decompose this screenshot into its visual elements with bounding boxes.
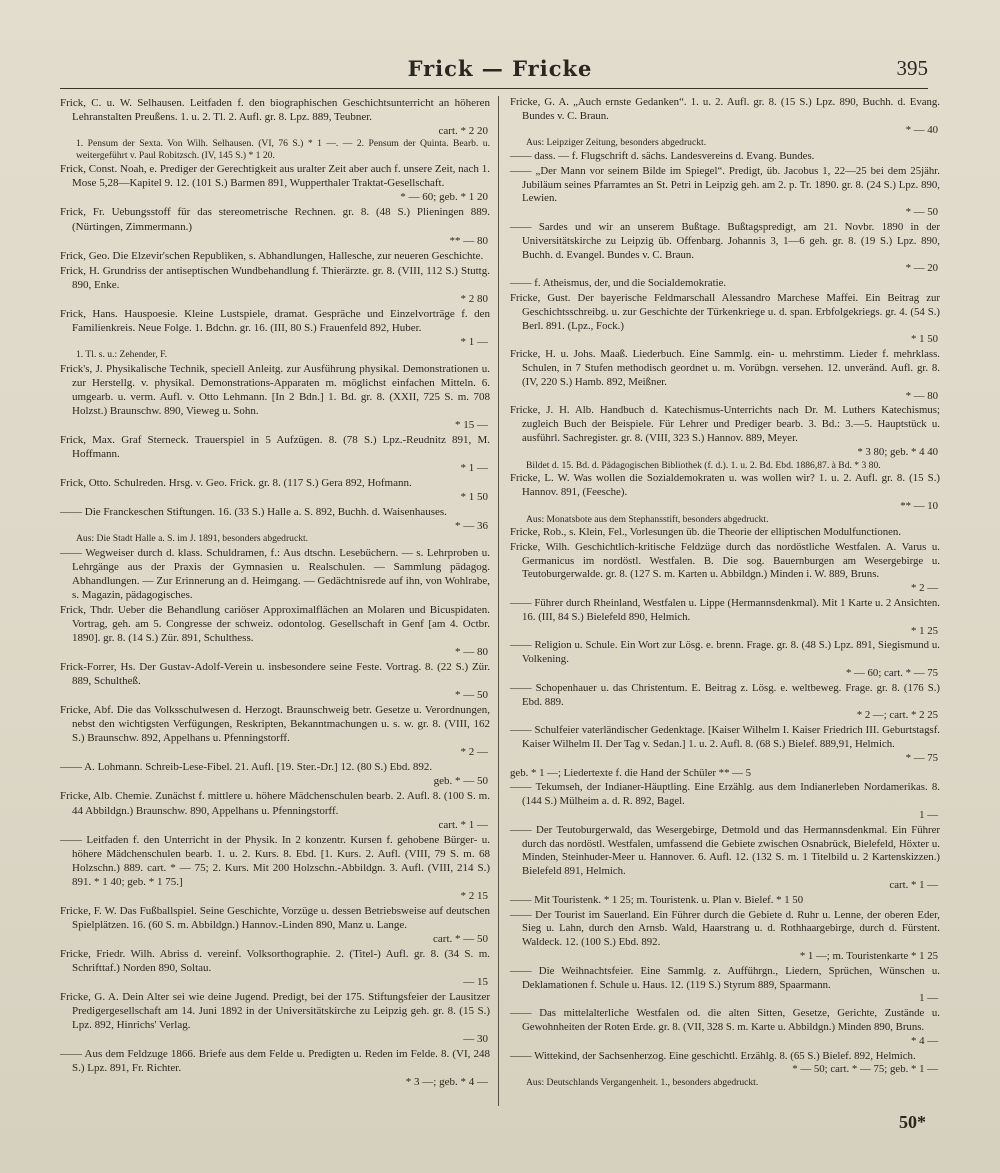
bibliography-entry <box>510 526 940 540</box>
bibliography-entry <box>60 433 490 475</box>
bibliography-entry <box>510 96 940 149</box>
bibliography-entry <box>510 894 940 908</box>
entry-price: * — 60; geb. * 1 20 <box>400 191 488 204</box>
entry-price: * 1 50 <box>911 333 938 346</box>
entry-text: Frick, Const. Noah, e. Prediger der Gerechtigkeit aus uralter Zeit aber auch f. unsere Zeit, nach 1. Mose 5,28—Kapitel 9. 12. (101 S.) Barmen 891, Wupperthaler Traktat-Gesellschaft. <box>60 163 490 190</box>
entry-price: — 30 <box>463 1033 488 1046</box>
entry-text: —— dass. — f. Flugschrift d. sächs. Landesvereins d. Evang. Bundes. <box>510 149 815 162</box>
bibliography-entry <box>60 264 490 306</box>
bibliography-entry <box>60 760 490 788</box>
bibliography-entry <box>60 1047 490 1089</box>
bibliography-entry <box>60 789 490 831</box>
bibliography-entry <box>510 348 940 403</box>
entry-text: Frick, Fr. Uebungsstoff für das stereometrische Rechnen. gr. 8. (48 S.) Plieningen 889. (Nürtingen, Zimmermann.) <box>60 206 490 233</box>
entry-text: —— Der Teutoburgerwald, das Wesergebirge, Detmold und das Hermannsdenkmal. Ein Führer durch das nordöstl. Westfalen, umfassend die Gebiete zwischen Osnabrück, Bielefeld, Höxter u. Minden, Steinhuder-Meer u. Hannover. 6. Aufl. 12. (132 S. m. 1 Titelbild u. 2 Kartenskizzen.) Bielefeld 891, Helmich. <box>510 823 940 878</box>
entry-price: cart. * 2 20 <box>438 125 488 138</box>
left-column <box>60 96 490 1090</box>
entry-price: * 1 — <box>460 335 488 348</box>
entry-price: cart. * 1 — <box>889 879 938 892</box>
entry-note: 1. Tl. s. u.: Zehender, F. <box>76 348 168 360</box>
entry-text: Frick, Thdr. Ueber die Behandlung cariöser Approximalflächen an Molaren und Bicuspidaten. Vortrag, geh. am 5. Congresse der schweiz. odontolog. Gesellschaft in Genf [am 4. Octbr. 1890]. gr. 8. (14 S.) Zür. 891, Schulthess. <box>60 603 490 644</box>
bibliography-entry <box>60 546 490 602</box>
bibliography-entry <box>60 947 490 989</box>
entry-text: Fricke, G. A. Dein Alter sei wie deine Jugend. Predigt, bei der 175. Stiftungsfeier der Lausitzer Predigergesellschaft am 14. Juni 1892 in der Universitätskirche zu Leipzig geh. gr. 8. (15 S.) Lpz. 892, Hinrichs' Verlag. <box>60 991 490 1032</box>
entry-text: Frick-Forrer, Hs. Der Gustav-Adolf-Verein u. insbesondere seine Feste. Vortrag. 8. (22 S.) Zür. 889, Schultheß. <box>60 661 490 688</box>
entry-text: —— Tekumseh, der Indianer-Häuptling. Eine Erzählg. aus dem Indianerleben Nordamerikas. 8. (144 S.) Mülheim a. d. R. 892, Bagel. <box>510 781 940 808</box>
bibliography-entry <box>60 96 490 161</box>
bibliography-entry <box>510 150 940 164</box>
entry-text: —— Die Franckeschen Stiftungen. 16. (33 S.) Halle a. S. 892, Buchh. d. Waisenhauses. <box>60 506 447 518</box>
entry-price: — 15 <box>463 976 488 989</box>
bibliography-entry <box>510 541 940 596</box>
entry-text: Fricke, J. H. Alb. Handbuch d. Katechismus-Unterrichts nach Dr. M. Luthers Katechismus; zugleich Buch der Beispiele. Für Lehrer und Prediger bearb. 3. Bd.: 3.—5. Hauptstück u. ausführl. Sachregister. gr. 8. (VIII, 323 S.) Hannov. 889, Meyer. <box>510 404 940 444</box>
bibliography-entry <box>510 724 940 765</box>
column-divider <box>498 96 499 1106</box>
entry-price: * 2 — <box>911 582 938 595</box>
bibliography-entry <box>510 1007 940 1048</box>
entry-text: —— Wegweiser durch d. klass. Schuldramen, f.: Aus dtschn. Lesebüchern. — s. Lehrproben u. Lehrgänge aus der Praxis der Gymnasien u. Realschulen. — Sammlung pädagog. Abhandlungen. — Zur Erinnerung an d. Heimgang. — Gedächtnisrede auf ihn, von Wohlrabe, s. Magazin, pädagogisches. <box>60 546 490 601</box>
entry-text: —— Leitfaden f. den Unterricht in der Physik. In 2 konzentr. Kursen f. gehobene Bürger- u. höhere Mädchenschulen bearb. 1. u. 2. Kurs. 8. Ebd. [1. Kurs. 2. Aufl. (VIII, 79 S. m. 68 Holzschn.) 889. cart. * — 75; 2. Kurs. Mit 200 Holzschn.-Abbildgn. 3. Aufl. (VIII, 214 S.) 891. * 1 40; geb. * 1 75.] <box>60 833 490 888</box>
entry-note: Bildet d. 15. Bd. d. Pädagogischen Bibliothek (f. d.). 1. u. 2. Bd. Ebd. 1886,87. à Bd. * 3 80. <box>526 459 881 471</box>
entry-price: * 4 — <box>911 1034 938 1047</box>
right-column <box>510 96 940 1090</box>
entry-text: —— Führer durch Rheinland, Westfalen u. Lippe (Hermannsdenkmal). Mit 1 Karte u. 2 Ansichten. 16. (III, 84 S.) Bielefeld 890, Helmich. <box>510 597 940 623</box>
entry-text: Fricke, Abf. Die das Volksschulwesen d. Herzogt. Braunschweig betr. Gesetze u. Verordnungen, nebst den wichtigsten Verfügungen, Reskripten, Bekanntmachungen u. s. w. gr. 8. (VIII, 162 S.) Braunschw. 892, Appelhans u. Pfenningstorff. <box>60 704 490 745</box>
entry-text: Fricke, L. W. Was wollen die Sozialdemokraten u. was wollen wir? 1. u. 2. Aufl. gr. 8. (15 S.) Hannov. 891, (Feesche). <box>510 472 940 498</box>
entry-price: * 2 80 <box>460 292 488 305</box>
entry-price: * 2 —; cart. * 2 25 <box>856 709 938 722</box>
page-number: 395 <box>896 56 928 80</box>
entry-text: —— Schulfeier vaterländischer Gedenktage. [Kaiser Wilhelm I. Kaiser Friedrich III. Geburtstagsf. Kaiser Wilhelm II. Der Tag v. Sedan.] 1. u. 2. Aufl. 8. (68 S.) Bielef. 889,91, Helmich. <box>510 724 940 751</box>
header-rule <box>60 88 928 89</box>
entry-price: * — 40 <box>905 123 938 136</box>
entry-price: * — 75 <box>905 751 938 764</box>
entry-price: * — 50 <box>455 689 488 702</box>
entry-price: * — 80 <box>905 389 938 402</box>
entry-price: * — 80 <box>455 646 488 659</box>
bibliography-entry <box>60 162 490 204</box>
entry-text: —— Religion u. Schule. Ein Wort zur Lösg. e. brenn. Frage. gr. 8. (48 S.) Lpz. 891, Siegismund u. Volkening. <box>510 639 940 666</box>
bibliography-entry <box>510 909 940 964</box>
entry-note: Aus: Die Stadt Halle a. S. im J. 1891, besonders abgedruckt. <box>76 533 309 545</box>
bibliography-entry <box>60 660 490 702</box>
entry-text: Fricke, Gust. Der bayerische Feldmarschall Alessandro Marchese Maffei. Ein Beitrag zur Geschichtsschreibg. u. zur Geschichte der Türkenkriege u. d. span. Erbfolgekriegs. gr. 4. (54 S.) Berl. 891. (Lpz., Fock.) <box>510 291 940 332</box>
entry-price: * 1 —; m. Touristenkarte * 1 25 <box>799 950 938 962</box>
entry-price: * — 36 <box>455 520 488 533</box>
bibliography-entry <box>60 904 490 946</box>
bibliography-entry <box>510 597 940 638</box>
entry-text: Fricke, Friedr. Wilh. Abriss d. vereinf. Volksorthographie. 2. (Titel-) Aufl. gr. 8. (34 S. m. Schrifttaf.) Norden 890, Soltau. <box>60 948 490 975</box>
entry-text: Fricke, Alb. Chemie. Zunächst f. mittlere u. höhere Mädchenschulen bearb. 2. Aufl. 8. (100 S. m. 44 Abbildgn.) Braunschw. 890, Appelhans u. Pfenningstorff. <box>60 790 490 817</box>
entry-text: Frick, Geo. Die Elzevir'schen Republiken, s. Abhandlungen, Hallesche, zur neueren Geschichte. <box>60 249 484 262</box>
entry-text: —— A. Lohmann. Schreib-Lese-Fibel. 21. Aufl. [19. Ster.-Dr.] 12. (80 S.) Ebd. 892. <box>60 761 433 774</box>
bibliography-entry <box>510 221 940 276</box>
bibliography-entry <box>60 362 490 432</box>
entry-text: —— f. Atheismus, der, und die Socialdemokratie. <box>510 277 727 290</box>
bibliography-entry <box>60 505 490 545</box>
entry-price: ** — 80 <box>449 234 488 247</box>
bibliography-entry <box>510 781 940 822</box>
entry-price: * 3 80; geb. * 4 40 <box>857 445 938 458</box>
bibliography-entry <box>60 205 490 247</box>
bibliography-entry <box>60 249 490 263</box>
entry-text: Frick, H. Grundriss der antiseptischen Wundbehandlung f. Thierärzte. gr. 8. (VIII, 112 S.) Stuttg. 890, Enke. <box>60 264 490 291</box>
bibliography-entry <box>510 1050 940 1089</box>
bibliography-entry <box>510 292 940 347</box>
entry-price: * 2 15 <box>460 889 488 902</box>
entry-text: Frick's, J. Physikalische Technik, speciell Anleitg. zur Ausführung physikal. Demonstrationen u. zur Herstellg. v. physikal. Demonstrations-Apparaten m. möglichst einfachen Mitteln. 6. umgearb. u. verm. Aufl. v. Otto Lehmann. [In 2 Bdn.] 1. Bd. gr. 8. (XXII, 725 S. m. 708 Holzst.) Braunschw. 890, Vieweg u. Sohn. <box>60 362 490 417</box>
entry-text: —— Mit Touristenk. * 1 25; m. Touristenk. u. Plan v. Bielef. * 1 50 <box>510 893 804 906</box>
entry-price: * 15 — <box>455 418 488 431</box>
entry-price: cart. * — 50 <box>433 932 488 945</box>
bibliography-entry <box>510 767 940 781</box>
entry-text: Fricke, F. W. Das Fußballspiel. Seine Geschichte, Vorzüge u. dessen Betriebsweise auf deutschen Spielplätzen. 16. (60 S. m. Abbildgn.) Hannov.-Linden 890, Manz u. Lange. <box>60 904 490 931</box>
entry-note: 1. Pensum der Sexta. Von Wilh. Selhausen. (VI, 76 S.) * 1 —. — 2. Pensum der Quinta. Bearb. u. weitergeführt v. Paul Robitzsch. (IV, 145 S.) * 1 20. <box>76 138 490 161</box>
entry-text: Frick, C. u. W. Selhausen. Leitfaden f. den biographischen Geschichtsunterricht an höheren Lehranstalten Preußens. 1. u. 2. Tl. 2. Aufl. gr. 8. Lpz. 889, Teubner. <box>60 97 490 124</box>
page-title: Frick — Fricke <box>407 56 593 81</box>
entry-price: * — 50 <box>905 206 938 219</box>
bibliography-entry <box>510 682 940 723</box>
entry-text: Fricke, G. A. „Auch ernste Gedanken“. 1. u. 2. Aufl. gr. 8. (15 S.) Lpz. 890, Buchh. d. Evang. Bundes v. C. Braun. <box>510 96 940 122</box>
entry-text: —— „Der Mann vor seinem Bilde im Spiegel“. Predigt, üb. Jacobus 1, 22—25 bei dem 25jähr. Jubiläum seines Pfarramtes an St. Petri in Leipzig geh. am 2. p. Tr. 1890. gr. 8. (24 S.) Lpz. 890, Lewien. <box>510 164 940 205</box>
entry-price: 1 — <box>919 992 938 1005</box>
entry-price: * — 20 <box>905 262 938 275</box>
entry-text: —— Das mittelalterliche Westfalen od. die alten Sitten, Gesetze, Gerichte, Zustände u. Gewohnheiten der Roten Erde. gr. 8. (VII, 328 S. m. Karte u. Abbildgn.) Minden 890, Bruns. <box>510 1007 940 1033</box>
entry-price: * 2 — <box>460 746 488 759</box>
printer-signature: 50* <box>899 1112 926 1132</box>
entry-text: —— Aus dem Feldzuge 1866. Briefe aus dem Felde u. Predigten u. Reden im Felde. 8. (VI, 248 S.) Lpz. 891, Fr. Richter. <box>60 1048 490 1075</box>
entry-price: * 1 25 <box>911 624 938 637</box>
entry-note: Aus: Deutschlands Vergangenheit. 1., besonders abgedruckt. <box>526 1077 759 1089</box>
bibliography-entry <box>60 603 490 659</box>
bibliography-entry <box>60 833 490 903</box>
bibliography-entry <box>510 824 940 893</box>
entry-text: —— Sardes und wir an unserem Bußtage. Bußtagspredigt, am 21. Novbr. 1890 in der Universitätskirche zu Leipzig üb. Offenbarg. Johannis 3, 1—6 geh. gr. 8. (19 S.) Lpz. 890, Buchh. d. Evangel. Bundes v. C. Braun. <box>510 220 940 261</box>
entry-text: —— Der Tourist im Sauerland. Ein Führer durch die Gebiete d. Ruhr u. Lenne, der oberen Eder, Sieg u. Lahn, durch den Arnsb. Wald, Haarstrang u. d. Rothhaargebirge, durch d. Fürstent. Waldeck. 12. (100 S.) Ebd. 892. <box>510 908 940 949</box>
entry-text: —— Schopenhauer u. das Christentum. E. Beitrag z. Lösg. e. weltbeweg. Frage. gr. 8. (176 S.) Ebd. 889. <box>510 681 940 708</box>
bibliography-entry <box>510 404 940 471</box>
entry-price: 1 — <box>919 809 938 822</box>
entry-price: * 1 — <box>460 461 488 474</box>
entry-text: Fricke, Rob., s. Klein, Fel., Vorlesungen üb. die Theorie der elliptischen Modulfunctionen. <box>510 526 902 539</box>
entry-price: * — 50; cart. * — 75; geb. * 1 — <box>792 1063 938 1076</box>
bibliography-entry <box>60 703 490 759</box>
bibliography-entry <box>60 307 490 361</box>
entry-text: Fricke, Wilh. Geschichtlich-kritische Feldzüge durch das nordöstliche Westfalen. A. Varus u. Germanicus im nordöstl. Westfalen. B. Die sog. Bauernburgen am Wesergebirge u. Teutoburgerwalde. gr. 8. (127 S. m. Karten u. Abbildgn.) Minden i. W. 889, Bruns. <box>510 540 940 581</box>
bibliography-entry <box>510 965 940 1006</box>
running-head <box>0 54 1000 86</box>
entry-price: ** — 10 <box>900 499 938 512</box>
entry-note: Aus: Leipziger Zeitung, besonders abgedruckt. <box>526 137 707 149</box>
entry-text: Fricke, H. u. Johs. Maaß. Liederbuch. Eine Sammlg. ein- u. mehrstimm. Lieder f. mehrklass. Schulen, in 7 Stufen methodisch geordnet u. m. Vorübgn. versehen. 12. unveränd. Aufl. gr. 8. (IV, 220 S.) Hamb. 892, Meißner. <box>510 348 940 388</box>
bibliography-entry <box>60 990 490 1046</box>
entry-text: —— Wittekind, der Sachsenherzog. Eine geschichtl. Erzählg. 8. (65 S.) Bielef. 892, Helmich. <box>510 1049 916 1062</box>
entry-text: Frick, Otto. Schulreden. Hrsg. v. Geo. Frick. gr. 8. (117 S.) Gera 892, Hofmann. <box>60 476 412 489</box>
entry-text: geb. * 1 —; Liedertexte f. die Hand der Schüler ** — 5 <box>510 766 752 779</box>
entry-text: Frick, Hans. Hauspoesie. Kleine Lustspiele, dramat. Gespräche und Einzelvorträge f. den Familienkreis. Neue Folge. 1. Bdchn. gr. 16. (III, 80 S.) Frauenfeld 892, Huber. <box>60 307 490 334</box>
entry-text: —— Die Weihnachtsfeier. Eine Sammlg. z. Aufführgn., Liedern, Sprüchen, Wünschen u. Deklamationen f. Schule u. Haus. 12. (119 S.) Styrum 889, Spaarmann. <box>510 964 940 991</box>
entry-price: cart. * 1 — <box>438 818 488 831</box>
bibliography-entry <box>510 639 940 680</box>
entry-note: Aus: Monatsbote aus dem Stephansstift, besonders abgedruckt. <box>526 513 769 525</box>
entry-price: * 3 —; geb. * 4 — <box>405 1076 488 1089</box>
entry-text: Frick, Max. Graf Sterneck. Trauerspiel in 5 Aufzügen. 8. (78 S.) Lpz.-Reudnitz 891, M. Hoffmann. <box>60 433 490 460</box>
bibliography-entry <box>60 476 490 504</box>
entry-price: * 1 50 <box>460 490 488 503</box>
entry-price: * — 60; cart. * — 75 <box>845 667 938 680</box>
bibliography-entry <box>510 165 940 220</box>
bibliography-entry <box>510 277 940 291</box>
entry-price: geb. * — 50 <box>433 775 488 788</box>
bibliography-entry <box>510 472 940 525</box>
